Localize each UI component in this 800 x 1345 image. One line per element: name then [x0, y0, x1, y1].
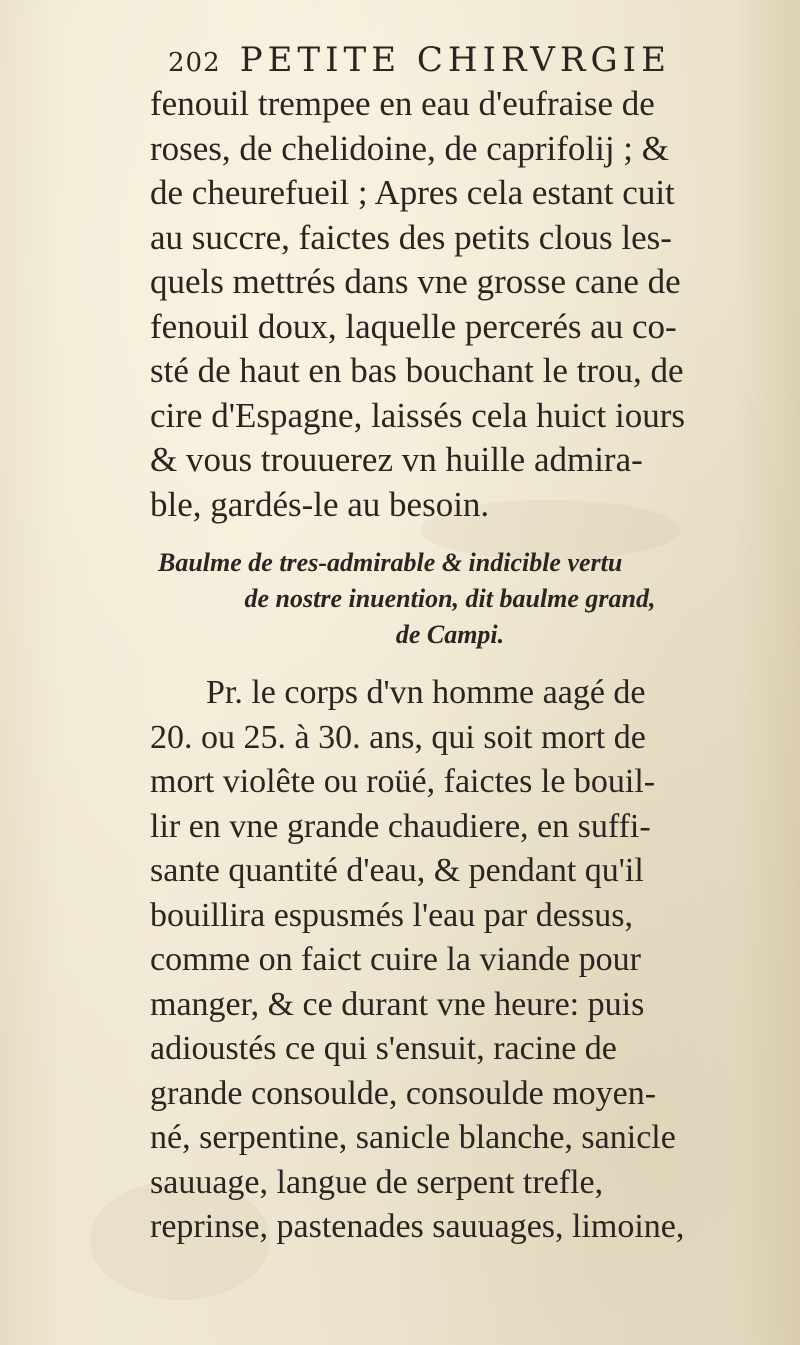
text-line: Pr. le corps d'vn homme aagé de — [206, 674, 646, 711]
section-heading — [150, 545, 750, 653]
text-line: & vous trouuerez vn huille admira- — [150, 440, 643, 479]
text-line: grande consoulde, consoulde moyen- — [150, 1074, 657, 1112]
text-line: sante quantité d'eau, & pendant qu'il — [150, 852, 644, 889]
text-line: 20. ou 25. à 30. ans, qui soit mort de — [150, 718, 646, 756]
heading-line: de Campi. — [395, 620, 505, 649]
text-line: manger, & ce durant vne heure: puis — [150, 985, 645, 1023]
running-title: PETITE CHIRVRGIE — [239, 40, 671, 80]
text-line: roses, de chelidoine, de caprifolij ; & — [150, 128, 670, 168]
text-line: de cheurefueil ; Apres cela estant cuit — [150, 173, 675, 212]
text-line: fenouil trempee en eau d'eufraise de — [150, 84, 655, 123]
text-line: reprinse, pastenades sauuages, limoine, — [150, 1208, 685, 1245]
text-line: lir en vne grande chaudiere, en suffi- — [150, 807, 651, 845]
text-line: mort violête ou roüé, faictes le bouil- — [150, 763, 656, 800]
paragraph-continuation — [150, 82, 740, 527]
text-line: sté de haut en bas bouchant le trou, de — [150, 351, 684, 390]
text-line: né, serpentine, sanicle blanche, sanicle — [150, 1119, 676, 1156]
text-line: adioustés ce qui s'ensuit, racine de — [150, 1030, 617, 1067]
text-line: bouillira espusmés l'eau par dessus, — [150, 896, 633, 934]
paragraph-recipe — [150, 671, 740, 1250]
text-line: sauuage, langue de serpent trefle, — [150, 1163, 604, 1201]
text-line: ble, gardés-le au besoin. — [150, 484, 490, 524]
text-line: comme on faict cuire la viande pour — [150, 941, 641, 978]
text-line: fenouil doux, laquelle percerés au co- — [150, 306, 677, 346]
page-number: 202 — [168, 48, 221, 78]
heading-line: de nostre inuention, dit baulme grand, — [244, 584, 656, 613]
text-line: cire d'Espagne, laissés cela huict iours — [150, 395, 686, 435]
text-line: au succre, faictes des petits clous les- — [150, 217, 672, 257]
text-line: quels mettrés dans vne grosse cane de — [150, 262, 681, 301]
heading-line: Baulme de tres-admirable & indicible vertu — [158, 548, 623, 577]
